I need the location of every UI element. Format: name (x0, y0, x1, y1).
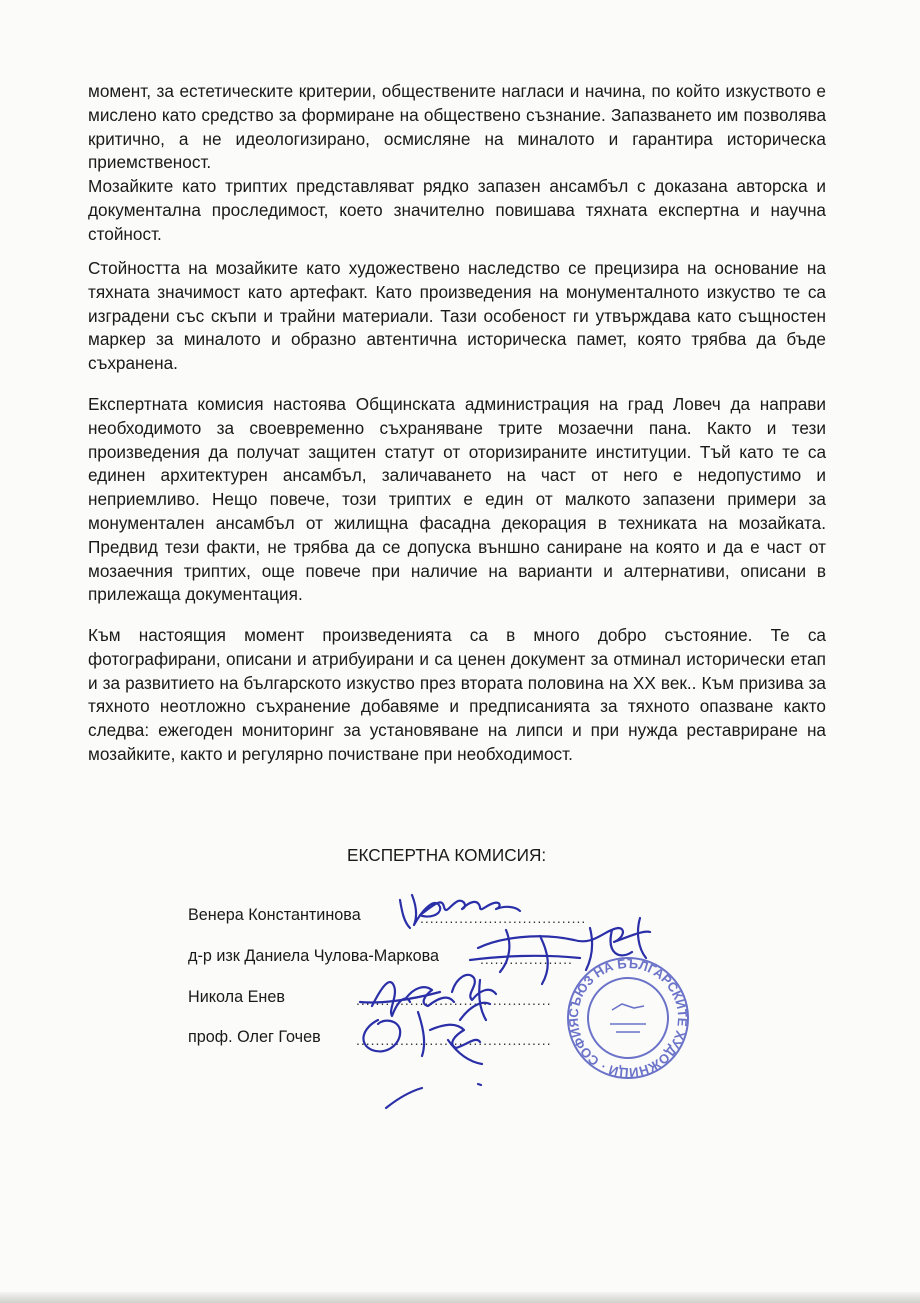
paragraph-text: момент, за естетическите критерии, обществените нагласи и начина, по който изкуството е мислено като средство за формиране на обществено съзнание. Запазването им позволява критично, а не идеологизирано, осмисляне на миналото и гарантира историческа приемственост. (88, 81, 826, 173)
stamp (566, 956, 690, 1080)
signature-line: ........................................ (356, 992, 552, 1008)
scan-edge (0, 1292, 920, 1303)
paragraph-text: Мозайките като триптих представляват рядко запазен ансамбъл с доказана авторска и документална проследимост, което значително повишава тяхната експертна и научна стойност. (88, 176, 826, 244)
paragraph-text: Експертната комисия настоява Общинската администрация на град Ловеч да направи необходимото за своевременно съхраняване трите мозаечни пана. Както и тези произведения да получат защитен статут от оторизираните институции. Тъй като те са единен архитектурен ансамбъл, заличаването на част от него е недопустимо и неприемливо. Нещо повече, този триптих е един от малкото запазени примери за монументален ансамбъл от жилищна фасадна декорация в техниката на мозайката. Предвид тези факти, не трябва да се допуска външно саниране на която и да е част от мозаечния триптих, още повече при наличие на варианти и алтернативи, описани в прилежаща документация. (88, 394, 826, 605)
signature-line: ................... (480, 951, 573, 967)
signature-ink (360, 895, 650, 1108)
member-name: Никола Енев (188, 988, 285, 1006)
member-name: д-р изк Даниела Чулова-Маркова (188, 947, 440, 965)
signature-line: .................................. (420, 910, 587, 926)
signature-line: ........................................ (356, 1032, 552, 1048)
signature-daniela (478, 918, 650, 984)
signature-venera (412, 895, 520, 925)
paragraph-text: Стойността на мозайките като художествено наследство се прецизира на основание на тяхната значимост като артефакт. Като произведения на монументалното изкуство те са изградени със скъпи и трайни материали. Тази особеност ги утвърждава като същностен маркер за миналото и образно автентична историческа памет, която трябва да бъде съхранена. (88, 258, 826, 374)
svg-text:СЪЮЗ НА БЪЛГАРСКИТЕ ХУДОЖНИЦИ (566, 956, 690, 1080)
commission-heading: ЕКСПЕРТНА КОМИСИЯ: (347, 845, 547, 865)
member-name: Венера Константинова (188, 906, 361, 924)
stamp-text: СЪЮЗ НА БЪЛГАРСКИТЕ ХУДОЖНИЦИ · СОФИЯ (565, 955, 691, 1081)
signature-nikola (372, 975, 496, 1020)
signature-oleg (363, 1003, 490, 1064)
paragraph-text: Към настоящия момент произведенията са в много добро състояние. Те са фотографирани, описани и атрибуирани и са ценен документ за отминал исторически етап и за развитието на българското изкуство през втората половина на XX век.. Към призива за тяхното неотложно съхранение добавяме и предписанията за тяхното опазване както следва: ежегоден мониторинг за установяване на липси и при нужда реставриране на мозайките, както и регулярно почистване при необходимост. (88, 625, 826, 764)
member-name: проф. Олег Гочев (188, 1028, 321, 1046)
